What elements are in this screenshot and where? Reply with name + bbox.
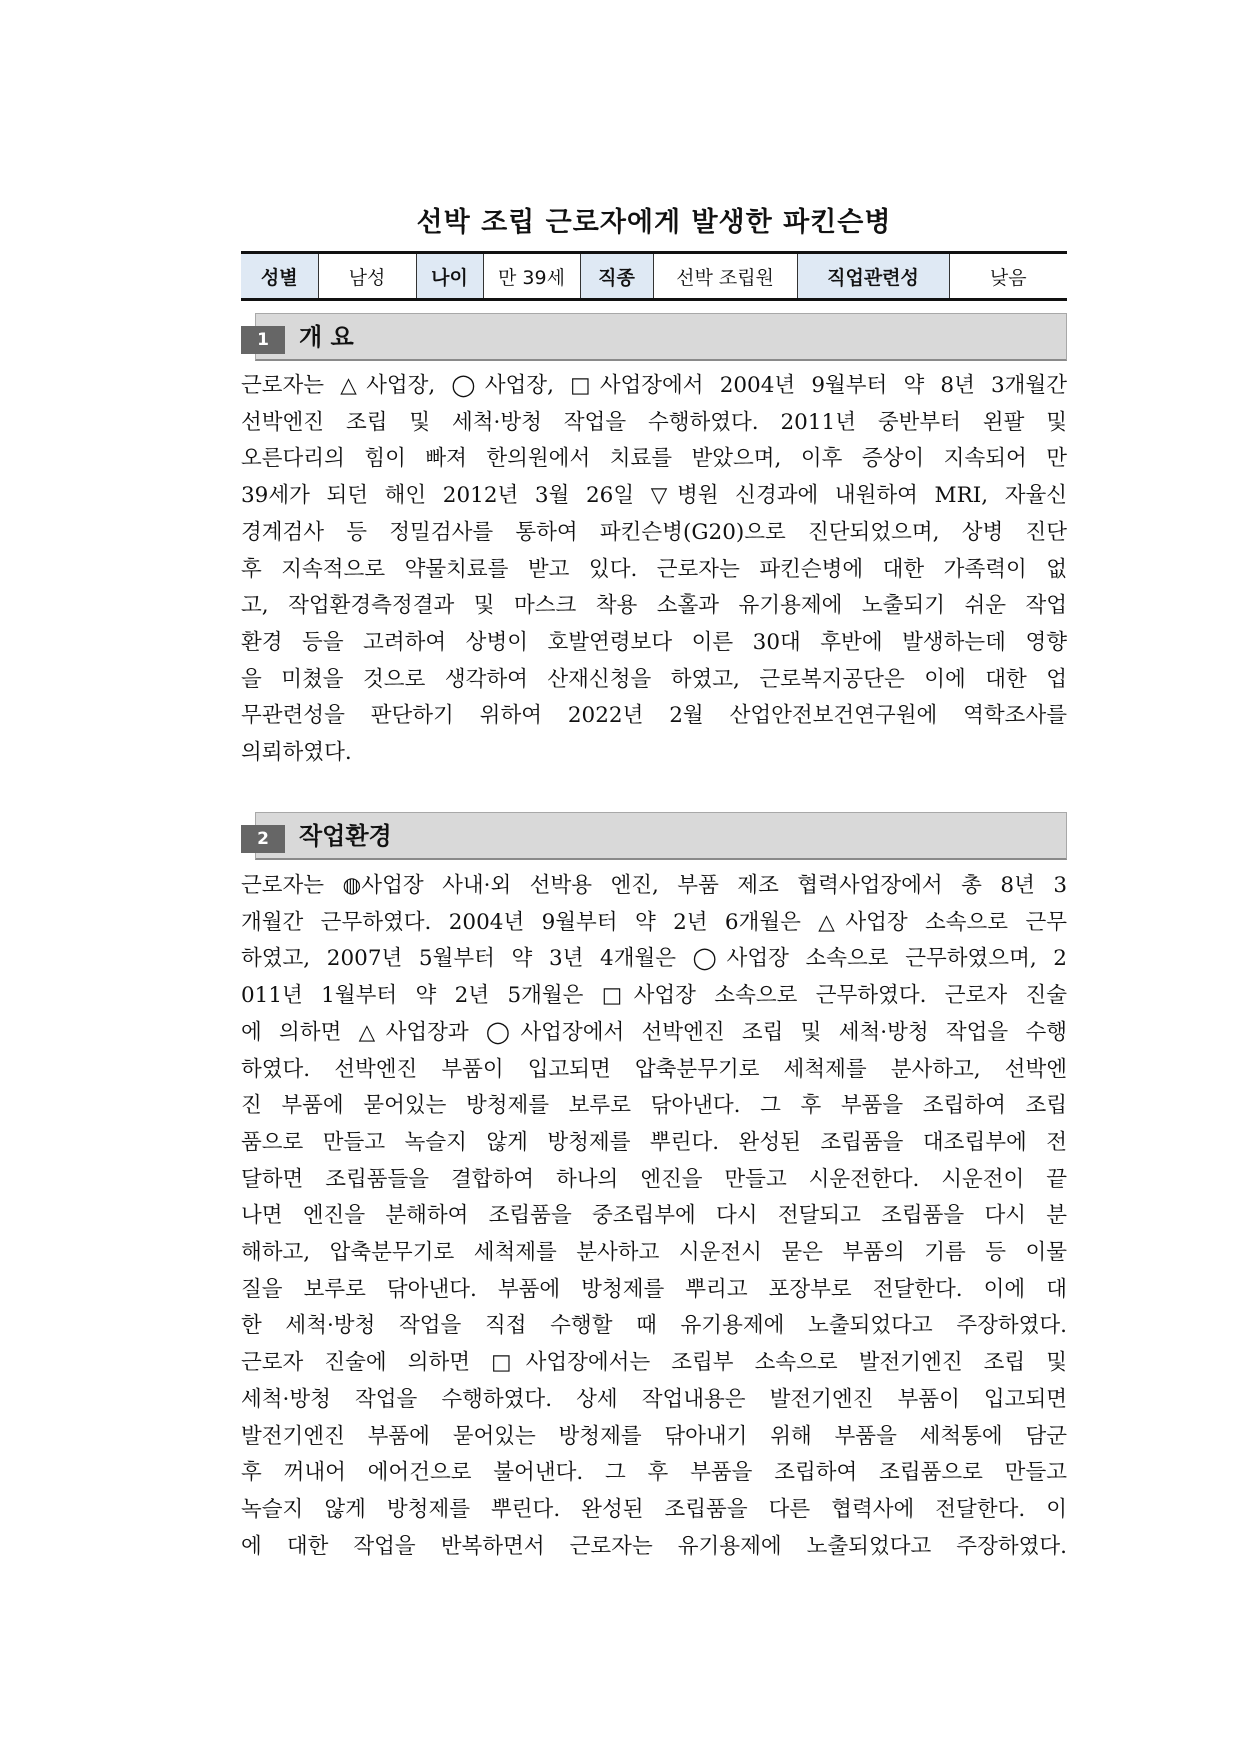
age-value: 만 39세 <box>483 253 580 300</box>
section-header-work-environment <box>241 812 1067 862</box>
overview-paragraph <box>241 368 1067 772</box>
section-header-overview <box>241 313 1067 363</box>
text-line: 세척·방청 작업을 수행하였다. 상세 작업내용은 발전기엔진 부품이 입고되면 <box>241 1386 1067 1412</box>
text-line: 오른다리의 힘이 빠져 한의원에서 치료를 받았으며, 이후 증상이 지속되어 만 <box>241 446 1067 472</box>
section-number: 1 <box>241 326 285 354</box>
text-line: 에 의하면 △사업장과 ◯사업장에서 선박엔진 조립 및 세척·방청 작업을 수행 <box>241 1019 1067 1045</box>
text-line: 을 미쳤을 것으로 생각하여 산재신청을 하였고, 근로복지공단은 이에 대한 업 <box>241 666 1067 692</box>
text-line: 녹슬지 않게 방청제를 뿌린다. 완성된 조립품을 다른 협력사에 전달한다. 이 <box>241 1496 1067 1522</box>
text-line: 달하면 조립품들을 결합하여 하나의 엔진을 만들고 시운전한다. 시운전이 끝 <box>241 1166 1067 1192</box>
text-line: 경계검사 등 정밀검사를 통하여 파킨슨병(G20)으로 진단되었으며, 상병 진단 <box>241 519 1067 545</box>
section-title: 작업환경 <box>299 822 392 850</box>
text-line: 선박엔진 조립 및 세척·방청 작업을 수행하였다. 2011년 중반부터 왼팔 및 <box>241 409 1067 435</box>
text-line: 진 부품에 묻어있는 방청제를 보루로 닦아낸다. 그 후 부품을 조립하여 조립 <box>241 1093 1067 1119</box>
text-line: 한 세척·방청 작업을 직접 수행할 때 유기용제에 노출되었다고 주장하였다. <box>241 1313 1067 1339</box>
age-label: 나이 <box>416 253 483 300</box>
section-number: 2 <box>241 825 285 853</box>
text-line: 011년 1월부터 약 2년 5개월은 □사업장 소속으로 근무하였다. 근로자 진술 <box>241 983 1067 1009</box>
gender-label: 성별 <box>241 253 318 300</box>
section-title: 개 요 <box>299 323 354 351</box>
text-line: 해하고, 압축분무기로 세척제를 분사하고 시운전시 묻은 부품의 기름 등 이물 <box>241 1240 1067 1266</box>
text-line: 나면 엔진을 분해하여 조립품을 중조립부에 다시 전달되고 조립품을 다시 분 <box>241 1203 1067 1229</box>
text-line: 개월간 근무하였다. 2004년 9월부터 약 2년 6개월은 △사업장 소속으로 근무 <box>241 909 1067 935</box>
text-line: 질을 보루로 닦아낸다. 부품에 방청제를 뿌리고 포장부로 전달한다. 이에 대 <box>241 1276 1067 1302</box>
text-line: 하였고, 2007년 5월부터 약 3년 4개월은 ◯사업장 소속으로 근무하였으며, 2 <box>241 946 1067 972</box>
case-info-table <box>241 251 1067 301</box>
text-line: 에 대한 작업을 반복하면서 근로자는 유기용제에 노출되었다고 주장하였다. <box>241 1533 1067 1559</box>
text-line: 의뢰하였다. <box>241 740 352 766</box>
work-environment-paragraph <box>241 868 1067 1565</box>
text-line: 후 꺼내어 에어건으로 불어낸다. 그 후 부품을 조립하여 조립품으로 만들고 <box>241 1460 1067 1486</box>
job-label: 직종 <box>580 253 653 300</box>
text-line: 근로자는 △사업장, ◯사업장, □사업장에서 2004년 9월부터 약 8년 3개월간 <box>241 373 1067 398</box>
text-line: 고, 작업환경측정결과 및 마스크 착용 소홀과 유기용제에 노출되기 쉬운 작업 <box>241 593 1067 619</box>
text-line: 무관련성을 판단하기 위하여 2022년 2월 산업안전보건연구원에 역학조사를 <box>241 703 1067 729</box>
text-line: 품으로 만들고 녹슬지 않게 방청제를 뿌린다. 완성된 조립품을 대조립부에 전 <box>241 1129 1067 1155</box>
text-line: 후 지속적으로 약물치료를 받고 있다. 근로자는 파킨슨병에 대한 가족력이 없 <box>241 556 1067 582</box>
gender-value: 남성 <box>318 253 416 300</box>
section-header-bar <box>255 313 1067 361</box>
job-value: 선박 조립원 <box>653 253 797 300</box>
text-line: 근로자 진술에 의하면 □사업장에서는 조립부 소속으로 발전기엔진 조립 및 <box>241 1350 1067 1376</box>
text-line: 근로자는 ◍사업장 사내·외 선박용 엔진, 부품 제조 협력사업장에서 총 8년 3 <box>241 873 1067 898</box>
text-line: 환경 등을 고려하여 상병이 호발연령보다 이른 30대 후반에 발생하는데 영향 <box>241 629 1067 655</box>
relevance-value: 낮음 <box>949 253 1067 300</box>
relevance-label: 직업관련성 <box>797 253 949 300</box>
text-line: 하였다. 선박엔진 부품이 입고되면 압축분무기로 세척제를 분사하고, 선박엔 <box>241 1056 1067 1082</box>
document-title: 선박 조립 근로자에게 발생한 파킨슨병 <box>416 207 892 238</box>
text-line: 39세가 되던 해인 2012년 3월 26일 ▽병원 신경과에 내원하여 MRI, 자율신 <box>241 483 1067 509</box>
text-line: 발전기엔진 부품에 묻어있는 방청제를 닦아내기 위해 부품을 세척통에 담군 <box>241 1423 1067 1449</box>
